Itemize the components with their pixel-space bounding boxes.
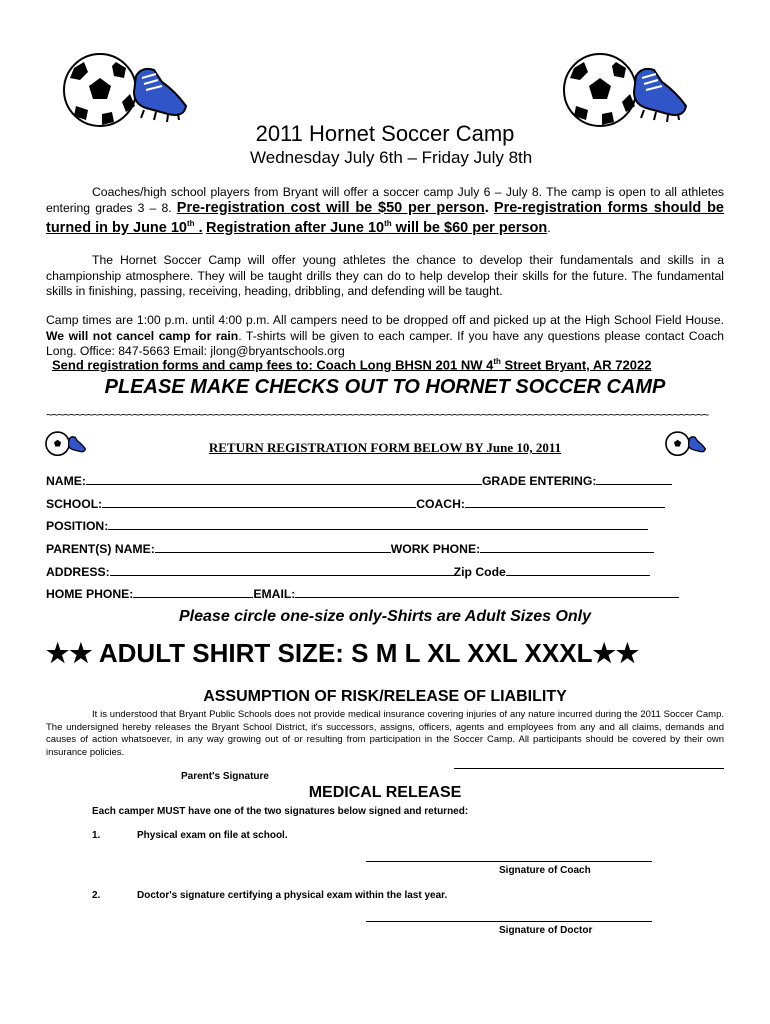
intro-text: Coaches/high school players from Bryant will offer a soccer camp July 6 – July 8. The camp is open to all athletes entering grades 3 – 8. — [46, 185, 724, 215]
mailing-instructions: Send registration forms and camp fees to: Coach Long BHSN 201 NW 4th Street Bryant, AR 72022 — [52, 357, 652, 373]
shirt-size-note: Please circle one-size only-Shirts are Adult Sizes Only — [179, 608, 591, 625]
star-icon: ★★ — [46, 638, 93, 668]
late-registration-text: Registration after June 10th will be $60 per person — [206, 219, 548, 236]
camp-times: Camp times are 1:00 p.m. until 4:00 p.m. All campers need to be dropped off and picked up at the High School Field House. — [46, 313, 724, 327]
tilde-divider: ~~~~~~~~~~~~~~~~~~~~~~~~~~~~~~~~~~~~~~~~~~~~~~~~~~~~~~~~~~~~~~~~~~~~~~~~~~~~~~~~~~~~~~~~~~~~~~~~~~~~~~~~~~~~~~~~~~ — [46, 408, 709, 422]
star-icon: ★★ — [592, 638, 640, 668]
intro-paragraph — [46, 185, 724, 236]
doctor-certification: Doctor's signature certifying a physical exam within the last year. — [137, 890, 448, 901]
email-field[interactable] — [295, 586, 679, 598]
deadline-text: Pre-registration forms should be turned in by June 10th . — [46, 199, 725, 236]
home-phone-label: HOME PHONE: — [46, 587, 134, 601]
preregistration-cost: Pre-registration cost will be $50 per person — [176, 199, 485, 216]
rain-policy: We will not cancel camp for rain — [46, 328, 239, 343]
liability-heading: ASSUMPTION OF RISK/RELEASE OF LIABILITY — [203, 688, 567, 705]
coach-field[interactable] — [465, 496, 665, 508]
zip-field[interactable] — [506, 564, 650, 576]
parent-signature-line[interactable] — [454, 768, 724, 769]
zip-label: Zip Code — [453, 565, 506, 579]
medical-heading: MEDICAL RELEASE — [308, 784, 462, 801]
checks-payable: PLEASE MAKE CHECKS OUT TO HORNET SOCCER CAMP — [104, 376, 666, 398]
shirt-size-row — [46, 638, 639, 669]
coach-signature-label: Signature of Coach — [499, 865, 591, 876]
cleat-icon — [134, 69, 186, 122]
home-phone-row — [46, 586, 679, 601]
position-row — [46, 518, 648, 533]
coach-signature-line[interactable] — [366, 861, 652, 862]
name-field[interactable] — [86, 473, 482, 485]
physical-on-file: Physical exam on file at school. — [137, 830, 288, 841]
item-number-2: 2. — [92, 890, 101, 901]
parents-label: PARENT(S) NAME: — [46, 542, 155, 556]
address-label: ADDRESS: — [46, 565, 110, 579]
soccer-ball-icon — [564, 54, 636, 126]
grade-field[interactable] — [596, 473, 672, 485]
school-row — [46, 496, 665, 511]
cleat-icon — [634, 69, 686, 122]
return-heading: RETURN REGISTRATION FORM BELOW BY June 10, 2011 — [208, 440, 562, 455]
home-phone-field[interactable] — [133, 586, 253, 598]
soccer-ball-icon — [64, 54, 136, 126]
doctor-signature-line[interactable] — [366, 921, 652, 922]
contact-info: . T-shirts will be given to each camper. If you have any questions please contact Coach Long. Office: 847-5663 Email: jlong@bryantschools.org — [46, 328, 725, 358]
address-field[interactable] — [110, 564, 454, 576]
doctor-signature-label: Signature of Doctor — [499, 925, 593, 936]
soccer-logo-right — [558, 48, 688, 128]
work-phone-field[interactable] — [480, 541, 654, 553]
work-phone-label: WORK PHONE: — [390, 542, 481, 556]
parents-field[interactable] — [155, 541, 391, 553]
grade-label: GRADE ENTERING: — [481, 474, 597, 488]
name-row — [46, 473, 672, 488]
medical-instruction: Each camper MUST have one of the two signatures below signed and returned: — [92, 806, 469, 817]
soccer-logo-left — [58, 48, 188, 128]
school-label: SCHOOL: — [46, 497, 103, 511]
position-label: POSITION: — [46, 519, 109, 533]
parents-row — [46, 541, 654, 556]
cost-period: . — [484, 199, 489, 216]
school-field[interactable] — [102, 496, 416, 508]
position-field[interactable] — [108, 518, 648, 530]
camp-dates: Wednesday July 6th – Friday July 8th — [250, 148, 533, 167]
item-number-1: 1. — [92, 830, 101, 841]
shirt-size-options[interactable]: ADULT SHIRT SIZE: S M L XL XXL XXXL — [92, 638, 593, 668]
parent-signature-label: Parent's Signature — [181, 771, 269, 782]
coach-label: COACH: — [416, 497, 465, 511]
email-label: EMAIL: — [253, 587, 296, 601]
address-row — [46, 564, 650, 579]
camp-details — [46, 313, 724, 360]
late-period: . — [547, 220, 551, 235]
name-label: NAME: — [46, 474, 86, 488]
liability-text: It is understood that Bryant Public Schools does not provide medical insurance covering injuries of any nature incurred during the 2011 Soccer Camp. The undersigned hereby releases the Bryant School District, it's successors, assigns, officers, agents and employees from any and all claims, demands and causes of action whatsoever, in any way growing out of or resulting from participation in the Soccer Camp. All participants should be covered by their own insurance policies. — [46, 709, 724, 758]
program-description: The Hornet Soccer Camp will offer young athletes the chance to develop their fundamentals and skills in a championship atmosphere. They will be taught drills they can do to help develop their skills for the future. The fundamental skills in finishing, passing, receiving, heading, dribbling, and defending will be taught. — [46, 253, 724, 298]
page-title: 2011 Hornet Soccer Camp — [255, 121, 515, 146]
